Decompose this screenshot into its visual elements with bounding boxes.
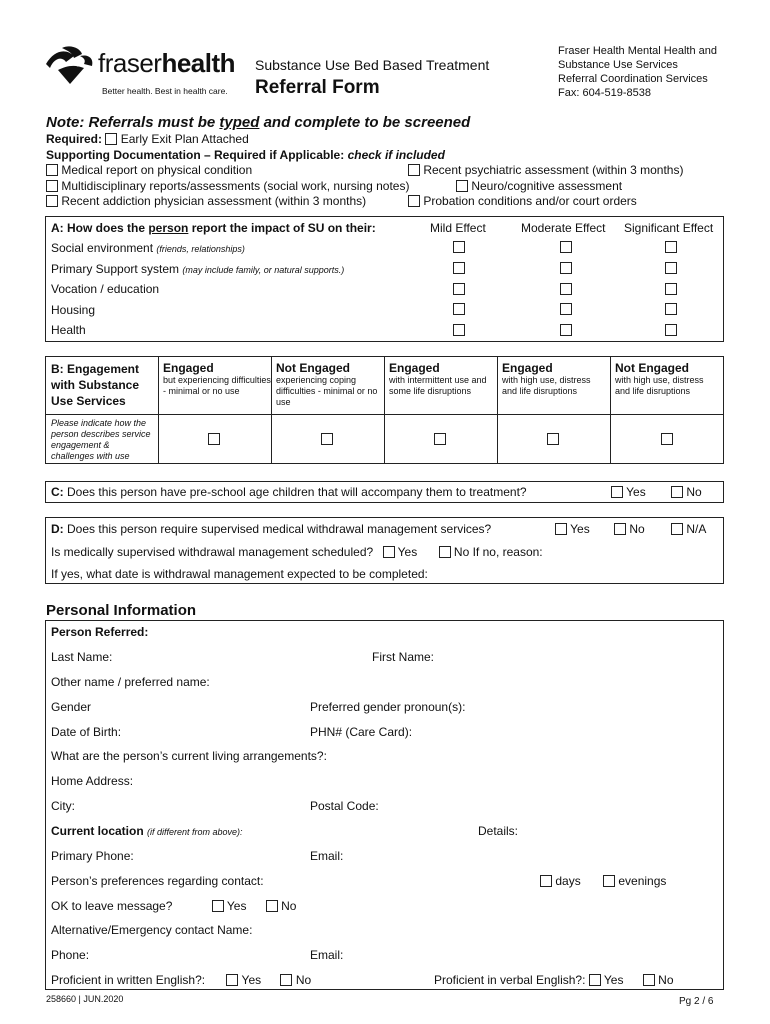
supporting-item-probation: Probation conditions and/or court orders xyxy=(408,194,637,208)
page-number: Pg 2 / 6 xyxy=(679,996,714,1007)
last-name-label: Last Name: xyxy=(51,650,113,664)
vocation-moderate-checkbox[interactable] xyxy=(560,283,572,295)
health-moderate-checkbox[interactable] xyxy=(560,324,572,336)
row-vocation: Vocation / education xyxy=(51,282,160,296)
section-d-q1: D: Does this person require supervised medical withdrawal management services? xyxy=(51,522,492,536)
logo-wordmark: fraserhealth xyxy=(98,48,236,78)
other-name-label: Other name / preferred name: xyxy=(51,675,210,689)
b-col-2: Not Engaged experiencing coping difficulties - minimal or no use xyxy=(276,361,378,407)
column-significant: Significant Effect xyxy=(624,221,714,235)
supporting-item-multidisciplinary: Multidisciplinary reports/assessments (social work, nursing notes) xyxy=(46,179,409,193)
b-not-engaged-minimal-checkbox[interactable] xyxy=(321,433,333,445)
verbal-yes-checkbox[interactable] xyxy=(589,974,601,986)
current-location-label: Current location (if different from above): xyxy=(51,824,243,838)
verbal-english-row: Proficient in verbal English?: Yes No xyxy=(434,973,674,987)
contact-pref-label: Person’s preferences regarding contact: xyxy=(51,874,264,888)
social-moderate-checkbox[interactable] xyxy=(560,241,572,253)
supporting-item-addiction: Recent addiction physician assessment (within 3 months) xyxy=(46,194,366,208)
b-col-4: Engaged with high use, distress and life disruptions xyxy=(502,361,591,396)
row-housing: Housing xyxy=(51,303,96,317)
section-c-yes: Yes xyxy=(611,485,646,499)
probation-checkbox[interactable] xyxy=(408,195,420,207)
note-line: Note: Referrals must be typed and complete to be screened xyxy=(46,114,471,131)
b-engaged-intermittent-checkbox[interactable] xyxy=(434,433,446,445)
dob-label: Date of Birth: xyxy=(51,725,122,739)
column-mild: Mild Effect xyxy=(430,221,486,235)
program-title: Substance Use Bed Based Treatment xyxy=(255,57,490,73)
primary-phone-label: Primary Phone: xyxy=(51,849,134,863)
ok-message-yes-checkbox[interactable] xyxy=(212,900,224,912)
section-d-q3: If yes, what date is withdrawal management expected to be completed: xyxy=(51,567,428,581)
d-yes-checkbox[interactable] xyxy=(555,523,567,535)
housing-significant-checkbox[interactable] xyxy=(665,303,677,315)
multidisciplinary-checkbox[interactable] xyxy=(46,180,58,192)
medical-report-checkbox[interactable] xyxy=(46,164,58,176)
pref-evenings: evenings xyxy=(603,874,666,888)
details-label: Details: xyxy=(478,824,519,838)
fraser-health-logo-icon xyxy=(44,44,96,86)
c-no-checkbox[interactable] xyxy=(671,486,683,498)
d-scheduled-no-checkbox[interactable] xyxy=(439,546,451,558)
d-no-checkbox[interactable] xyxy=(614,523,626,535)
ok-message-row: OK to leave message? Yes No xyxy=(51,899,297,913)
supporting-item-psychiatric: Recent psychiatric assessment (within 3 months) xyxy=(408,163,683,177)
section-c-no: No xyxy=(671,485,702,499)
email-label: Email: xyxy=(310,849,344,863)
gender-label: Gender xyxy=(51,700,92,714)
b-col-3: Engaged with intermittent use and some life disruptions xyxy=(389,361,487,396)
phone-label: Phone: xyxy=(51,948,90,962)
postal-label: Postal Code: xyxy=(310,799,379,813)
evenings-checkbox[interactable] xyxy=(603,875,615,887)
row-primary-support: Primary Support system (may include family, or natural supports.) xyxy=(51,262,345,276)
c-yes-checkbox[interactable] xyxy=(611,486,623,498)
support-significant-checkbox[interactable] xyxy=(665,262,677,274)
early-exit-checkbox[interactable] xyxy=(105,133,117,145)
social-mild-checkbox[interactable] xyxy=(453,241,465,253)
section-c-question: C: Does this person have pre-school age children that will accompany them to treatment? xyxy=(51,485,527,499)
support-moderate-checkbox[interactable] xyxy=(560,262,572,274)
pronouns-label: Preferred gender pronoun(s): xyxy=(310,700,466,714)
row-health: Health xyxy=(51,323,86,337)
personal-heading: Personal Information xyxy=(46,602,197,619)
pref-days: days xyxy=(540,874,581,888)
row-social: Social environment (friends, relationships) xyxy=(51,241,245,255)
b-not-engaged-high-checkbox[interactable] xyxy=(661,433,673,445)
social-significant-checkbox[interactable] xyxy=(665,241,677,253)
vocation-mild-checkbox[interactable] xyxy=(453,283,465,295)
logo-tagline: Better health. Best in health care. xyxy=(102,86,228,96)
home-address-label: Home Address: xyxy=(51,774,134,788)
section-a-question: A: How does the person report the impact of SU on their: xyxy=(51,221,376,235)
supporting-item-neuro: Neuro/cognitive assessment xyxy=(456,179,622,193)
days-checkbox[interactable] xyxy=(540,875,552,887)
b-engaged-minimal-checkbox[interactable] xyxy=(208,433,220,445)
alt-contact-label: Alternative/Emergency contact Name: xyxy=(51,923,253,937)
supporting-item-medical: Medical report on physical condition xyxy=(46,163,252,177)
email2-label: Email: xyxy=(310,948,344,962)
form-code: 258660 | JUN.2020 xyxy=(46,994,124,1004)
housing-mild-checkbox[interactable] xyxy=(453,303,465,315)
d-na: N/A xyxy=(671,522,706,536)
addiction-assessment-checkbox[interactable] xyxy=(46,195,58,207)
d-na-checkbox[interactable] xyxy=(671,523,683,535)
ok-message-no-checkbox[interactable] xyxy=(266,900,278,912)
required-line: Required: Early Exit Plan Attached xyxy=(46,132,249,146)
form-title: Referral Form xyxy=(255,77,380,98)
phn-label: PHN# (Care Card): xyxy=(310,725,413,739)
verbal-no-checkbox[interactable] xyxy=(643,974,655,986)
city-label: City: xyxy=(51,799,75,813)
neuro-assessment-checkbox[interactable] xyxy=(456,180,468,192)
supporting-heading: Supporting Documentation – Required if Applicable: check if included xyxy=(46,148,445,162)
living-label: What are the person’s current living arrangements?: xyxy=(51,749,327,763)
column-moderate: Moderate Effect xyxy=(521,221,606,235)
health-mild-checkbox[interactable] xyxy=(453,324,465,336)
person-referred-label: Person Referred: xyxy=(51,625,149,639)
d-no: No xyxy=(614,522,645,536)
b-col-1: Engaged but experiencing difficulties - minimal or no use xyxy=(163,361,271,396)
housing-moderate-checkbox[interactable] xyxy=(560,303,572,315)
psychiatric-assessment-checkbox[interactable] xyxy=(408,164,420,176)
support-mild-checkbox[interactable] xyxy=(453,262,465,274)
section-d-q2: Is medically supervised withdrawal management scheduled? Yes No If no, reason: xyxy=(51,545,543,559)
written-english-row: Proficient in written English?: Yes No xyxy=(51,973,312,987)
written-no-checkbox[interactable] xyxy=(280,974,292,986)
d-yes: Yes xyxy=(555,522,590,536)
b-col-5: Not Engaged with high use, distress and life disruptions xyxy=(615,361,704,396)
section-b-title: B: Engagement with Substance Use Services xyxy=(51,362,140,408)
vocation-significant-checkbox[interactable] xyxy=(665,283,677,295)
d-scheduled-yes-checkbox[interactable] xyxy=(383,546,395,558)
section-b-instruction: Please indicate how the person describes service engagement & challenges with use xyxy=(51,418,151,461)
written-yes-checkbox[interactable] xyxy=(226,974,238,986)
b-engaged-high-checkbox[interactable] xyxy=(547,433,559,445)
health-significant-checkbox[interactable] xyxy=(665,324,677,336)
contact-block: Fraser Health Mental Health and Substance Use Services Referral Coordination Services Fax: 604-519-8538 xyxy=(558,45,717,99)
first-name-label: First Name: xyxy=(372,650,435,664)
